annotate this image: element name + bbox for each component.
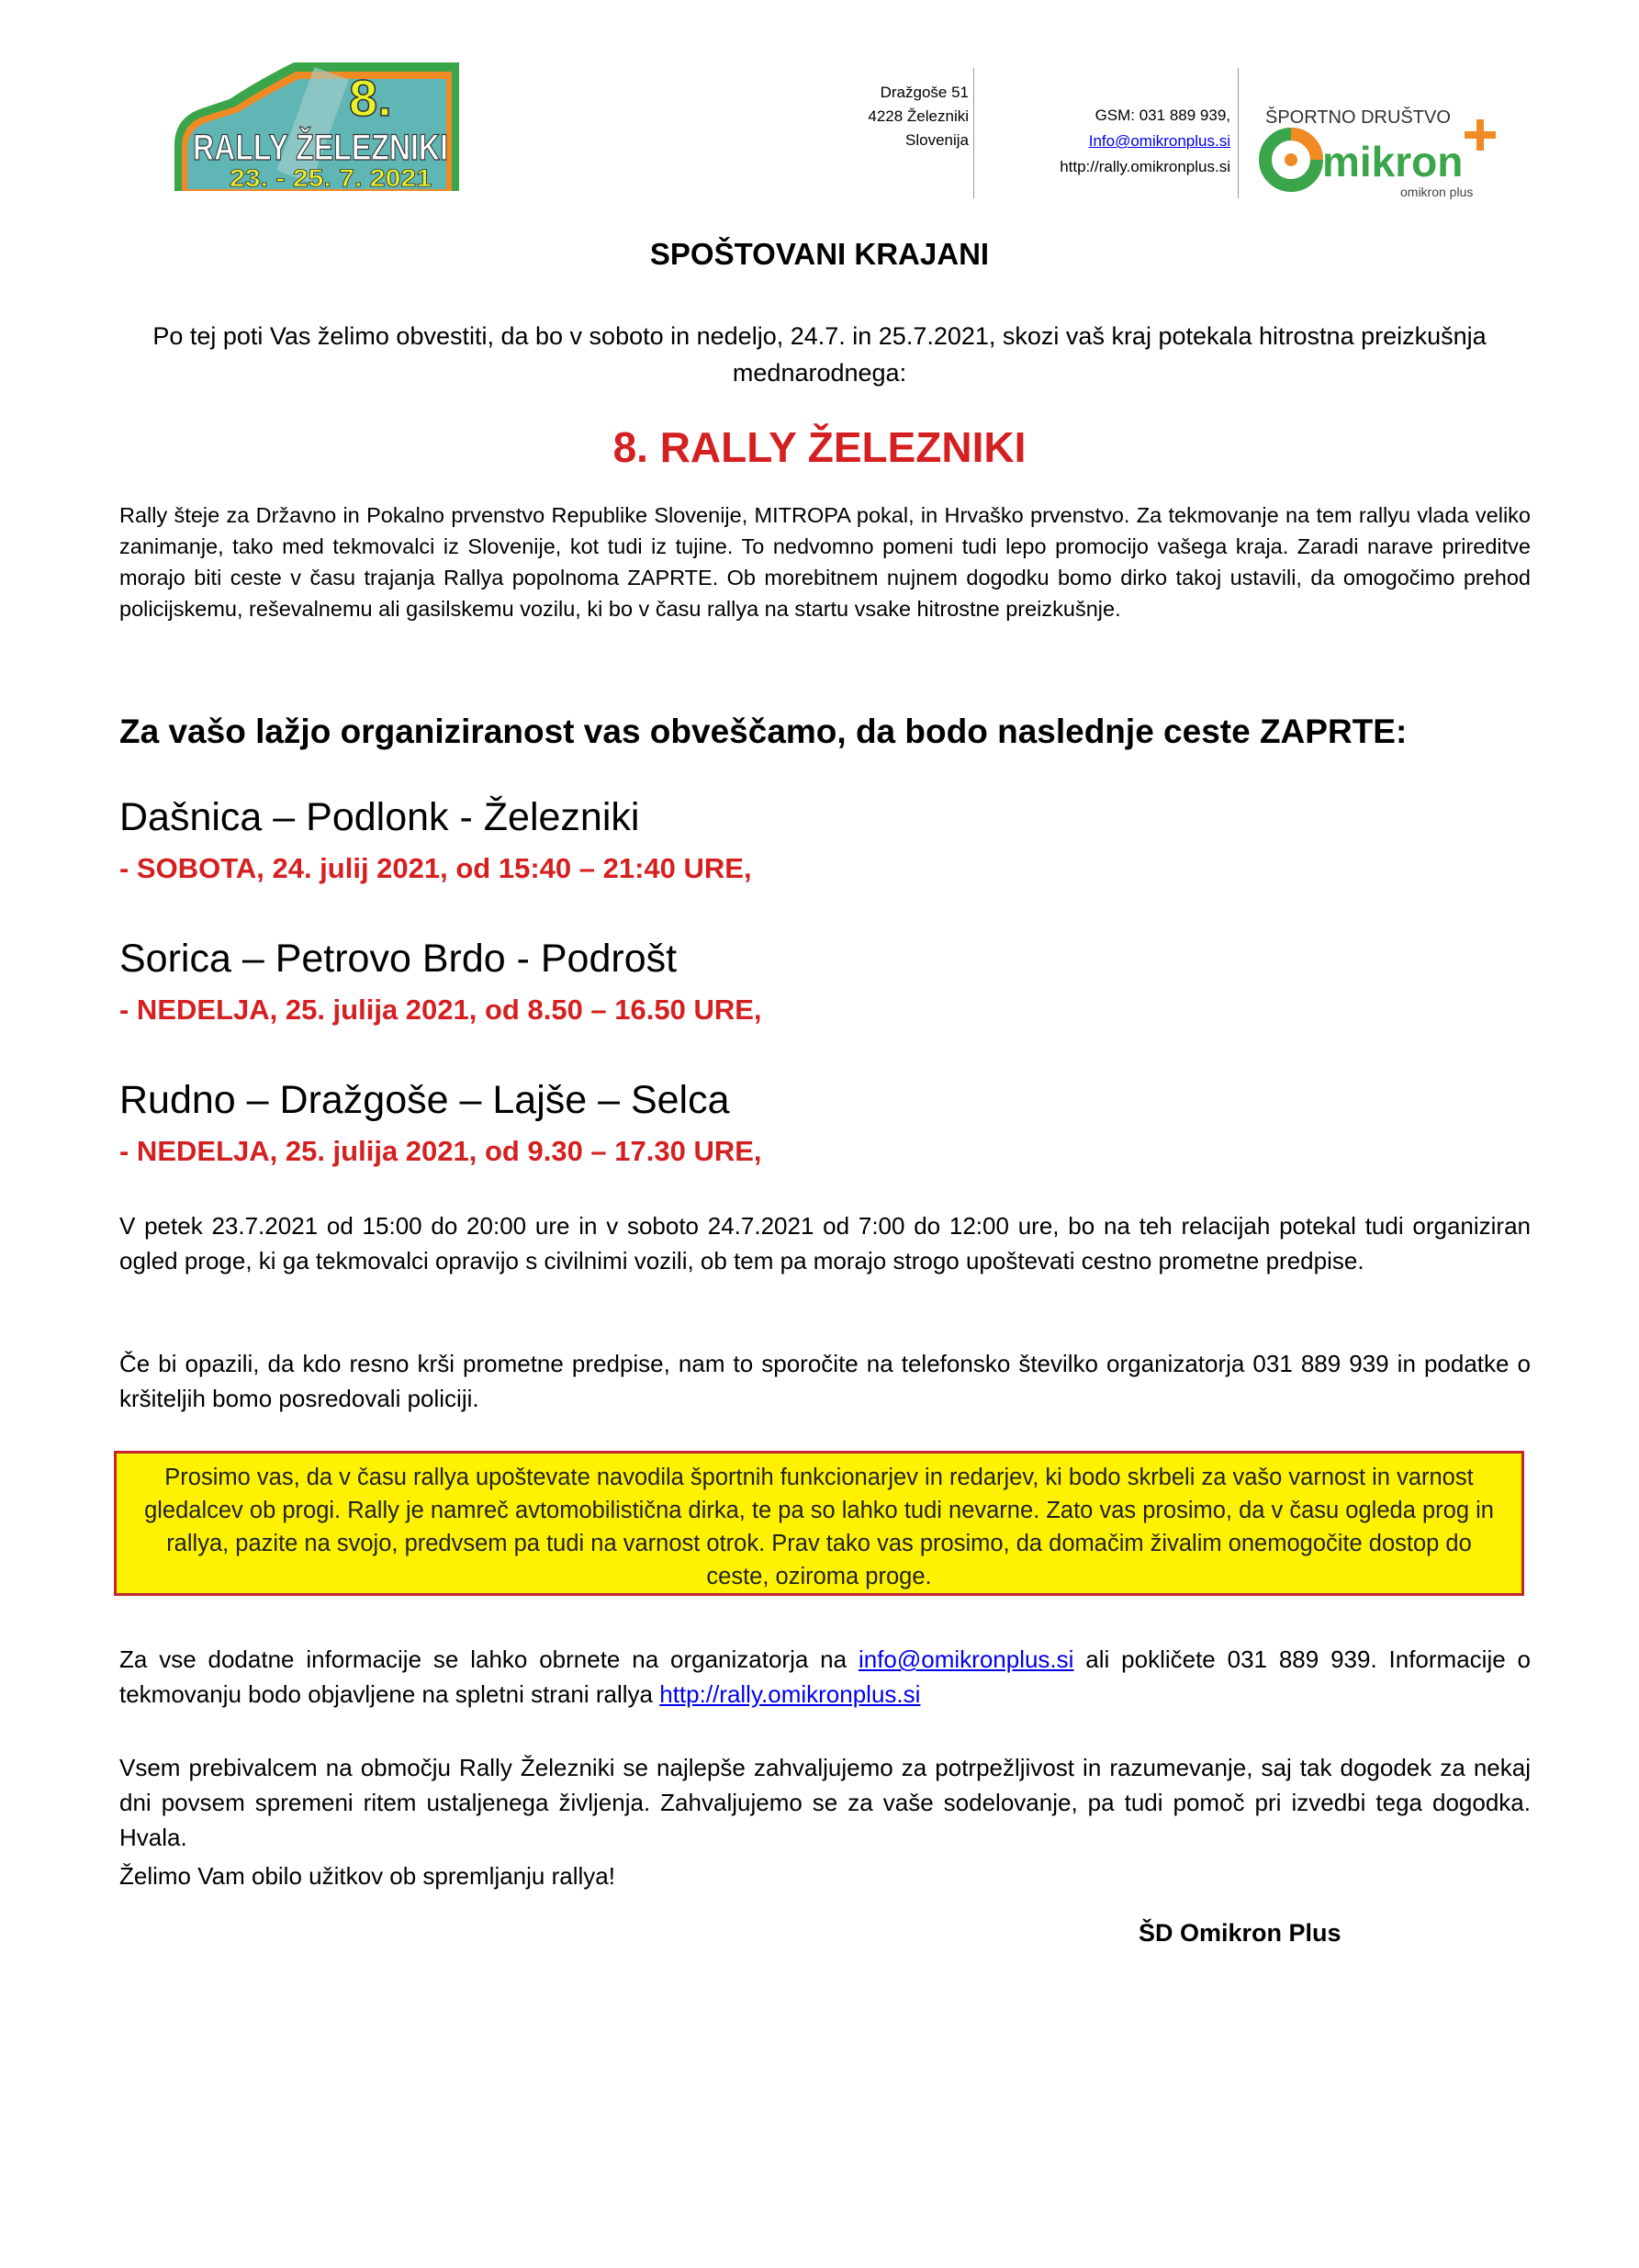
header-website-text: http://rally.omikronplus.si <box>1060 158 1230 175</box>
address-line: 4228 Železniki <box>868 107 969 125</box>
rally-title: 8. RALLY ŽELEZNIKI <box>612 423 1027 471</box>
safety-notice-text: Prosimo vas, da v času rallya upoštevate navodila športnih funkcionarjev in redarjev, ki bodo skrbeli za vašo varnost in varnost gledalcev ob progi. Rally je namreč avtomobilistična dirka, te pa so lahko tudi nevarne. Zato vas prosimo, da v času ogleda prog in rallya, pazite na svojo, predvsem pa tudi na varnost otrok. Prav tako vas prosimo, da domačim živalim onemogočite dostop do ceste, oziroma proge. <box>144 1465 1494 1589</box>
safety-notice-box <box>114 1451 1524 1596</box>
reconnaissance-paragraph: V petek 23.7.2021 od 15:00 do 20:00 ure in v soboto 24.7.2021 od 7:00 do 12:00 ure, bo na teh relacijah potekal tudi organiziran ogled proge, ki ga tekmovalci opravijo s civilnimi vozili, ob tem pa morajo strogo upoštevati cestno prometne predpise. <box>119 1212 1531 1274</box>
route-time: - NEDELJA, 25. julija 2021, od 8.50 – 16.50 URE, <box>119 994 762 1026</box>
gsm-text: GSM: 031 889 939, <box>1095 107 1230 124</box>
header-email-link[interactable]: Info@omikronplus.si <box>1088 132 1230 150</box>
org-logo-sub: omikron plus <box>1400 185 1474 199</box>
signature: ŠD Omikron Plus <box>1139 1919 1342 1947</box>
contact-block <box>992 103 1230 180</box>
wish-text: Želimo Vam obilo užitkov ob spremljanju rallya! <box>119 1862 615 1890</box>
address-line: Dražgoše 51 <box>880 84 969 101</box>
report-paragraph: Če bi opazili, da kdo resno krši prometne predpise, nam to sporočite na telefonsko številko organizatorja 031 889 939 in podatke o kršiteljih bomo posredovali policiji. <box>119 1350 1531 1412</box>
info-text: Za vse dodatne informacije se lahko obrnete na organizatorja na <box>119 1645 859 1673</box>
closure-heading: Za vašo lažjo organiziranost vas obveščamo, da bodo naslednje ceste ZAPRTE: <box>119 713 1408 750</box>
header-divider <box>973 68 974 198</box>
rally-zelezniki-logo <box>156 53 511 219</box>
thanks-paragraph: Vsem prebivalcem na območju Rally Železniki se najlepše zahvaljujemo za potrpežljivost in razumevanje, saj tak dogodek za nekaj dni povsem spremeni ritem ustaljenega življenja. Zahvaljujemo se za vaše sodelovanje, pa tudi pomoč pri izvedbi tega dogodka. Hvala. <box>119 1754 1531 1851</box>
address-line: Slovenija <box>905 131 969 149</box>
header-divider <box>1238 68 1239 198</box>
address-block <box>808 81 969 152</box>
omikron-plus-logo <box>1249 103 1524 204</box>
rally-logo-name: RALLY ŽELEZNIKI <box>193 128 511 168</box>
route-name: Rudno – Dražgoše – Lajše – Selca <box>119 1078 730 1122</box>
org-logo-top: ŠPORTNO DRUŠTVO <box>1265 107 1451 128</box>
info-text: ali pokličete 031 889 939. Informacije o tekmovanju bodo objavljene na spletni strani rallya <box>119 1645 1531 1708</box>
info-email-link[interactable]: info@omikronplus.si <box>858 1645 1074 1673</box>
intro-text: Po tej poti Vas želimo obvestiti, da bo v soboto in nedeljo, 24.7. in 25.7.2021, skozi vaš kraj potekala hitrostna preizkušnja mednarodnega: <box>152 322 1487 387</box>
info-paragraph <box>119 1642 1531 1712</box>
page-title: SPOŠTOVANI KRAJANI <box>649 237 990 271</box>
rally-website-link[interactable]: http://rally.omikronplus.si <box>659 1680 921 1708</box>
description-paragraph: Rally šteje za Državno in Pokalno prvenstvo Republike Slovenije, MITROPA pokal, in Hrvaško prvenstvo. Za tekmovanje na tem rallyu vlada veliko zanimanje, tako med tekmovalci iz Slovenije, kot tudi iz tujine. To nedvomno pomeni tudi lepo promocijo vašega kraja. Zaradi narave prireditve morajo biti ceste v času trajanja Rallya popolnoma ZAPRTE. Ob morebitnem nujnem dogodku bomo dirko takoj ustavili, da omogočimo prehod policijskemu, reševalnemu ali gasilskemu vozilu, ki bo v času rallya na startu vsake hitrostne preizkušnje. <box>119 503 1531 621</box>
route-name: Dašnica – Podlonk - Železniki <box>119 795 640 839</box>
route-time: - NEDELJA, 25. julija 2021, od 9.30 – 17.30 URE, <box>119 1135 762 1167</box>
route-name: Sorica – Petrovo Brdo - Podrošt <box>119 937 678 981</box>
route-time: - SOBOTA, 24. julij 2021, od 15:40 – 21:40 URE, <box>119 852 752 884</box>
rally-logo-dates: 23. - 25. 7. 2021 <box>230 164 432 192</box>
org-logo-name: mikron <box>1322 138 1464 185</box>
rally-logo-number: 8. <box>349 69 392 127</box>
